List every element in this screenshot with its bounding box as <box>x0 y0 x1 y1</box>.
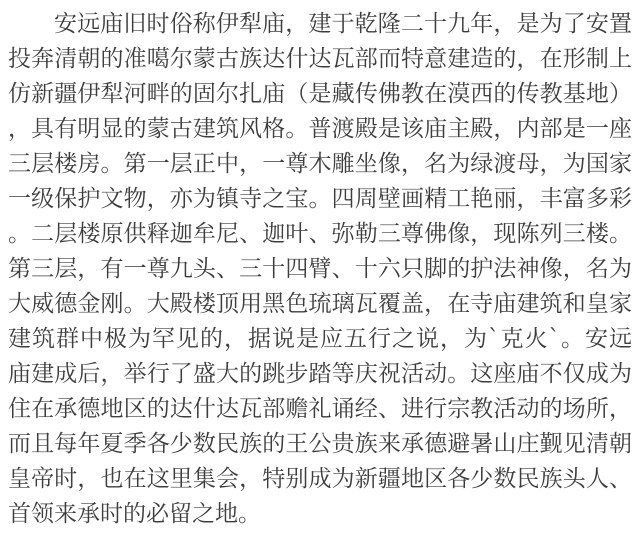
paragraph-line: 庙建成后，举行了盛大的跳步踏等庆祝活动。这座庙不仅成为 <box>8 361 632 387</box>
paragraph-line: 大威德金刚。大殿楼顶用黑色琉璃瓦覆盖，在寺庙建筑和皇家 <box>8 291 632 317</box>
paragraph-line: 建筑群中极为罕见的，据说是应五行之说，为`克火`。安远 <box>8 326 632 352</box>
paragraph-line: 投奔清朝的准噶尔蒙古族达什达瓦部而特意建造的，在形制上 <box>8 46 632 72</box>
article-text <box>8 7 632 532</box>
paragraph-line: 而且每年夏季各少数民族的王公贵族来承德避暑山庄觐见清朝 <box>8 431 632 457</box>
paragraph-line: 第三层，有一尊九头、三十四臂、十六只脚的护法神像，名为 <box>8 256 632 282</box>
paragraph-line: 一级保护文物，亦为镇寺之宝。四周壁画精工艳丽，丰富多彩 <box>8 186 632 212</box>
paragraph-line: ，具有明显的蒙古建筑风格。普渡殿是该庙主殿，内部是一座 <box>8 116 632 142</box>
paragraph-line: 仿新疆伊犁河畔的固尔扎庙（是藏传佛教在漠西的传教基地） <box>8 81 632 107</box>
paragraph-line: 住在承德地区的达什达瓦部赡礼诵经、进行宗教活动的场所， <box>8 396 632 422</box>
paragraph-line: 皇帝时，也在这里集会，特别成为新疆地区各少数民族头人、 <box>8 466 632 492</box>
paragraph-line: 三层楼房。第一层正中，一尊木雕坐像，名为绿渡母，为国家 <box>8 151 632 177</box>
paragraph-line: 安远庙旧时俗称伊犁庙，建于乾隆二十九年，是为了安置 <box>54 11 632 37</box>
paragraph-line: 首领来承时的必留之地。 <box>8 501 261 527</box>
paragraph-line: 。二层楼原供释迦牟尼、迦叶、弥勒三尊佛像，现陈列三楼。 <box>8 221 632 247</box>
